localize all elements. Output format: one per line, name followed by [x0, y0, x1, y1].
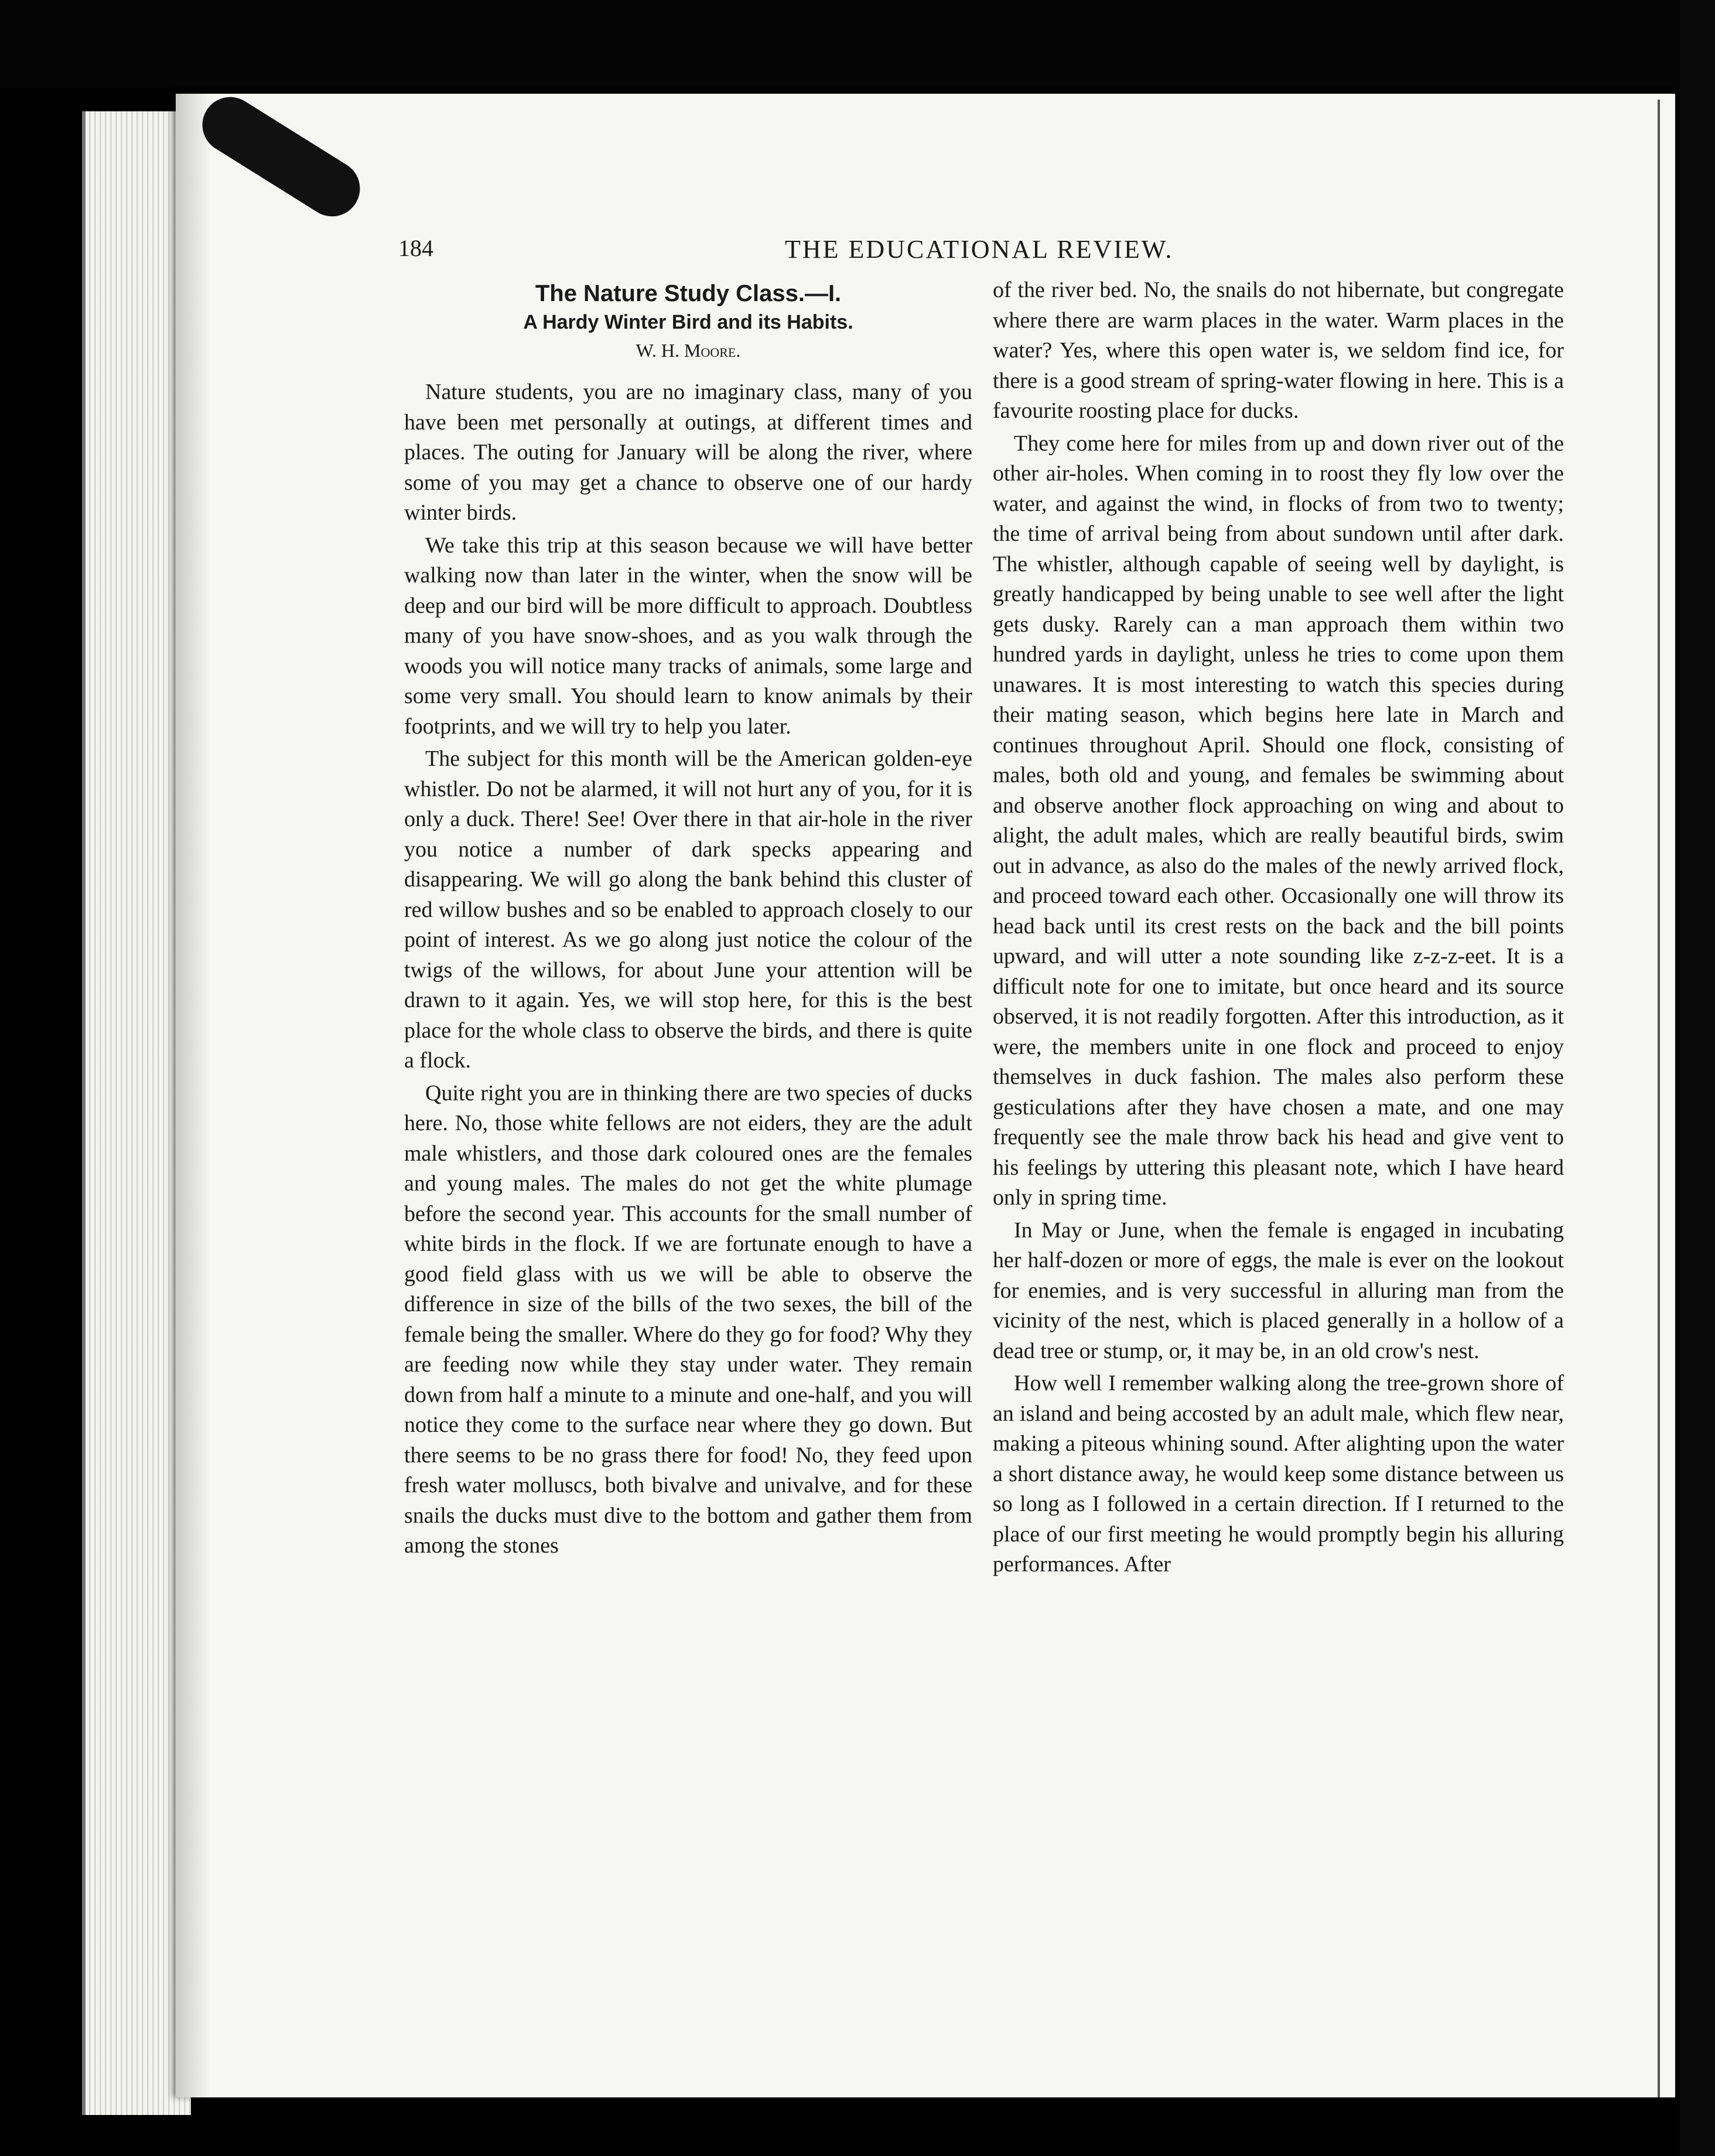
paragraph: We take this trip at this season because we will have better walking now than later in the winter, when the snow will be deep and our bird will be more difficult to approach. Doubtless many of you have snow-shoes, and as you walk through the woods you will notice many tracks of animals, some large and some very small. You should learn to know animals by their footprints, and we will try to help you later. [404, 533, 972, 739]
paragraph: The subject for this month will be the American golden-eye whistler. Do not be alarmed, it will not hurt any of you, for it is only a duck. There! See! Over there in that air-hole in the river you notice a number of dark specks appearing and disappearing. We will go along the bank behind this cluster of red willow bushes and so be enabled to approach closely to our point of interest. As we go along just notice the colour of the twigs of the willows, for about June your attention will be drawn to it again. Yes, we will stop here, for this is the best place for the whole class to observe the birds, and there is quite a flock. [404, 746, 972, 1073]
journal-title: THE EDUCATIONAL REVIEW. [785, 235, 1174, 264]
paragraph: Nature students, you are no imaginary class, many of you have been met personally at outings, at different times and places. The outing for January will be along the river, where some of you may get a chance to observe one of our hardy winter birds. [404, 380, 972, 525]
paragraph: In May or June, when the female is engaged in incubating her half-dozen or more of eggs, the male is ever on the lookout for enemies, and is very successful in alluring man from the vicinity of the nest, which is placed generally in a hollow of a dead tree or stump, or, it may be, in an old crow's nest. [993, 1217, 1564, 1363]
paragraph: Quite right you are in thinking there are two species of ducks here. No, those white fellows are not eiders, they are the adult male whistlers, and those dark coloured ones are the females and young males. The males do not get the white plumage before the second year. This accounts for the small number of white birds in the flock. If we are fortunate enough to have a good field glass with us we will be able to observe the difference in size of the bills of the two sexes, the bill of the female being the smaller. Where do they go for food? Why they are feeding now while they stay under water. They remain down from half a minute to a minute and one-half, and you will notice they come to the surface near where they go down. But there seems to be no grass there for food! No, they feed upon fresh water molluscs, both bivalve and univalve, and for these snails the ducks must dive to the bottom and gather them from among the stones [404, 1080, 972, 1558]
left-column [404, 275, 972, 1564]
article-title: The Nature Study Class.—I. [535, 281, 842, 306]
page-number: 184 [398, 235, 433, 261]
page-right-edge [1658, 100, 1660, 2097]
scan-border-right [1680, 0, 1715, 2156]
article-subtitle: A Hardy Winter Bird and its Habits. [523, 311, 853, 333]
running-head [398, 234, 1628, 270]
binding-shadow [176, 94, 211, 2097]
scan-border-top [0, 0, 1715, 88]
article-author: W. H. Moore. [636, 340, 741, 361]
right-column [993, 275, 1564, 1582]
book-page-edges [82, 111, 191, 2115]
paragraph-continuation: of the river bed. No, the snails do not hibernate, but congregate where there are warm places in the water. Warm places in the water? Yes, where this open water is, we seldom find ice, for there is a good stream of spring-water flowing in here. This is a favourite roosting place for ducks. [993, 278, 1564, 423]
paragraph: How well I remember walking along the tree-grown shore of an island and being accosted by an adult male, which flew near, making a piteous whining sound. After alighting upon the water a short distance away, he would keep some distance between us so long as I followed in a certain direction. If I returned to the place of our first meeting he would promptly begin his alluring performances. After [993, 1371, 1564, 1577]
paragraph: They come here for miles from up and down river out of the other air-holes. When coming in to roost they fly low over the water, and against the wind, in flocks of from two to twenty; the time of arrival being from about sundown until after dark. The whistler, although capable of seeing well by daylight, is greatly handicapped by being unable to see well after the light gets dusky. Rarely can a man approach them within two hundred yards in daylight, unless he tries to come upon them unawares. It is most interesting to watch this species during their mating season, which begins here late in March and continues throughout April. Should one flock, consisting of males, both old and young, and females be swimming about and observe another flock approaching on wing and about to alight, the adult males, which are really beautiful birds, swim out in advance, as also do the males of the newly arrived flock, and proceed toward each other. Occasionally one will throw its head back until its crest rests on the back and the bill points upward, and will utter a note sounding like z-z-z-eet. It is a difficult note for one to imitate, but once heard and its source observed, it is not readily forgotten. After this introduction, as it were, the members unite in one flock and proceed to enjoy themselves in duck fashion. The males also perform these gesticulations after they have chosen a mate, and one may frequently see the male throw back his head and give vent to his feelings by uttering this pleasant note, which I have heard only in spring time. [993, 431, 1564, 1210]
